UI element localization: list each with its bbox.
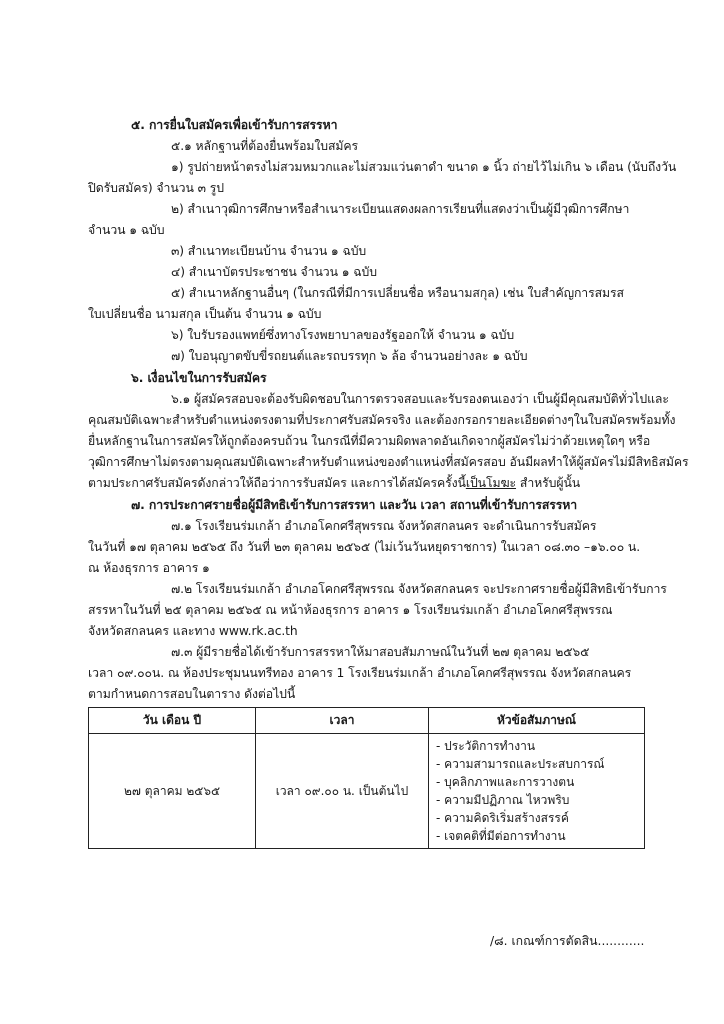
section-7-2-line-2: สรรหาในวันที่ ๒๕ ตุลาคม ๒๕๖๕ ณ หน้าห้องธุรการ อาคาร ๑ โรงเรียนร่มเกล้า อำเภอโคกศรีสุพรรณ [88, 603, 613, 617]
section-6-para-line-1: ๖.๑ ผู้สมัครสอบจะต้องรับผิดชอบในการตรวจสอบและรับรองตนเองว่า เป็นผู้มีคุณสมบัติทั่วไปและ [171, 392, 669, 406]
topic-item: - ประวัติการทำงาน [436, 739, 536, 753]
item-1-line-1: ๑) รูปถ่ายหน้าตรงไม่สวมหมวกและไม่สวมแว่นตาดำ ขนาด ๑ นิ้ว ถ่ายไว้ไม่เกิน ๖ เดือน (นับถึงวัน [171, 160, 677, 174]
para-text-end: สำหรับผู้นั้น [516, 476, 581, 490]
item-2-line-1: ๒) สำเนาวุฒิการศึกษาหรือสำเนาระเบียนแสดงผลการเรียนที่แสดงว่าเป็นผู้มีวุฒิการศึกษา [171, 202, 630, 216]
cell-time: เวลา ๐๙.๐๐ น. เป็นต้นไป [256, 734, 429, 849]
section-7-heading: ๗. การประกาศรายชื่อผู้มีสิทธิเข้ารับการสรรหา และวัน เวลา สถานที่เข้ารับการสรรหา [131, 498, 578, 512]
section-7-3-line-2: เวลา ๐๙.๐๐น. ณ ห้องประชุมนนทรีทอง อาคาร 1 โรงเรียนร่มเกล้า อำเภอโคกศรีสุพรรณ จังหวัดสกลนคร [88, 666, 632, 680]
item-4: ๔) สำเนาบัตรประชาชน จำนวน ๑ ฉบับ [171, 265, 377, 279]
section-7-3-line-1: ๗.๓ ผู้มีรายชื่อได้เข้ารับการสรรหาให้มาสอบสัมภาษณ์ในวันที่ ๒๗ ตุลาคม ๒๕๖๕ [171, 645, 590, 659]
interview-schedule-table [88, 707, 645, 849]
section-6-para-line-4: วุฒิการศึกษาไม่ตรงตามคุณสมบัติเฉพาะสำหรับตำแหน่งของตำแหน่งที่สมัครสอบ อันมีผลทำให้ผู้สมัครไม่มีสิทธิสมัคร [88, 455, 689, 469]
item-5-line-1: ๕) สำเนาหลักฐานอื่นๆ (ในกรณีที่มีการเปลี่ยนชื่อ หรือนามสกุล) เช่น ใบสำคัญการสมรส [171, 286, 624, 300]
topic-item: - ความมีปฏิภาณ ไหวพริบ [436, 793, 570, 807]
section-7-3-line-3: ตามกำหนดการสอบในตาราง ดังต่อไปนี้ [88, 687, 296, 701]
cell-topics [429, 734, 645, 849]
item-3: ๓) สำเนาทะเบียนบ้าน จำนวน ๑ ฉบับ [171, 244, 367, 258]
item-7: ๗) ใบอนุญาตขับขี่รถยนต์และรถบรรทุก ๖ ล้อ จำนวนอย่างละ ๑ ฉบับ [171, 349, 528, 363]
header-time: เวลา [256, 708, 429, 734]
section-6-para-line-3: ยื่นหลักฐานในการสมัครให้ถูกต้องครบถ้วน ในกรณีที่มีความผิดพลาดอันเกิดจากผู้สมัครไม่ว่าด้วยเหตุใดๆ หรือ [88, 434, 651, 448]
section-7-1-line-2: ในวันที่ ๑๗ ตุลาคม ๒๕๖๕ ถึง วันที่ ๒๓ ตุลาคม ๒๕๖๕ (ไม่เว้นวันหยุดราชการ) ในเวลา ๐๘.๓๐ –๑๖.๐๐ น. [88, 540, 641, 554]
item-6: ๖) ใบรับรองแพทย์ซึ่งทางโรงพยาบาลของรัฐออกให้ จำนวน ๑ ฉบับ [171, 328, 515, 342]
section-5-1-subheading: ๕.๑ หลักฐานที่ต้องยื่นพร้อมใบสมัคร [171, 139, 359, 153]
cell-date: ๒๗ ตุลาคม ๒๕๖๕ [89, 734, 256, 849]
section-5-heading: ๕. การยื่นใบสมัครเพื่อเข้ารับการสรรหา [131, 118, 338, 132]
section-7-2-line-3: จังหวัดสกลนคร และทาง www.rk.ac.th [88, 624, 298, 638]
void-underlined-text: เป็นโมฆะ [465, 476, 517, 490]
table-row [89, 734, 645, 849]
item-5-line-2: ใบเปลี่ยนชื่อ นามสกุล เป็นต้น จำนวน ๑ ฉบับ [88, 307, 322, 321]
para-text: ตามประกาศรับสมัครดังกล่าวให้ถือว่าการรับสมัคร และการได้สมัครครั้งนี้ [88, 476, 466, 490]
item-1-line-2: ปิดรับสมัคร) จำนวน ๓ รูป [88, 181, 224, 195]
section-6-heading: ๖. เงื่อนไขในการรับสมัคร [131, 371, 267, 385]
section-7-2-line-1: ๗.๒ โรงเรียนร่มเกล้า อำเภอโคกศรีสุพรรณ จังหวัดสกลนคร จะประกาศรายชื่อผู้มีสิทธิเข้ารับการ [171, 582, 667, 596]
topic-item: - บุคลิกภาพและการวางตน [436, 775, 575, 789]
topic-item: - ความสามารถและประสบการณ์ [436, 757, 605, 771]
topic-item: - ความคิดริเริ่มสร้างสรรค์ [436, 811, 569, 825]
section-7-1-line-1: ๗.๑ โรงเรียนร่มเกล้า อำเภอโคกศรีสุพรรณ จังหวัดสกลนคร จะดำเนินการรับสมัคร [171, 519, 597, 533]
section-6-para-line-5 [88, 475, 580, 492]
section-7-1-line-3: ณ ห้องธุรการ อาคาร ๑ [88, 561, 210, 575]
topic-item: - เจตคติที่มีต่อการทำงาน [436, 829, 566, 843]
header-topics: หัวข้อสัมภาษณ์ [429, 708, 645, 734]
header-date: วัน เดือน ปี [89, 708, 256, 734]
section-6-para-line-2: คุณสมบัติเฉพาะสำหรับตำแหน่งตรงตามที่ประกาศรับสมัครจริง และต้องกรอกรายละเอียดต่างๆในใบสมัครพร้อมทั้ง [88, 413, 676, 427]
item-2-line-2: จำนวน ๑ ฉบับ [88, 223, 165, 237]
continuation-footer: /๘. เกณฑ์การตัดสิน............ [490, 934, 645, 948]
table-header-row [89, 708, 645, 734]
